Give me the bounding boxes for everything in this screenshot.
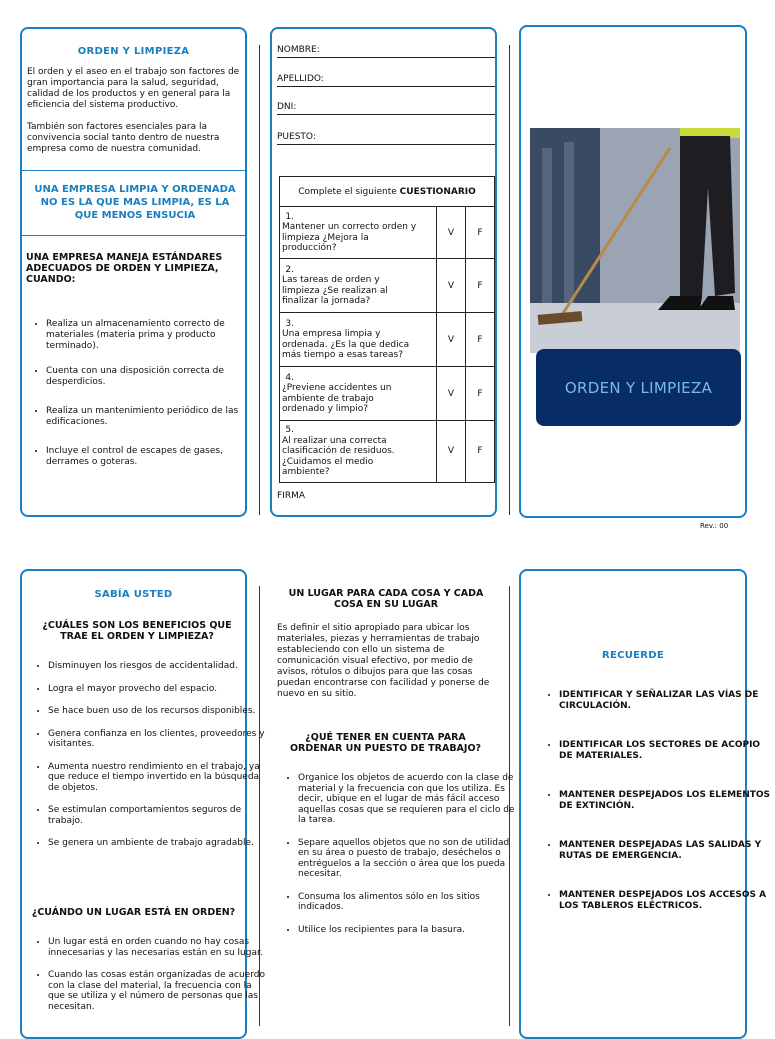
standards-list	[22, 319, 268, 482]
cover-title-box	[536, 349, 741, 426]
benefits-question: ¿CUÁLES SON LOS BENEFICIOS QUE TRAE EL ORDEN Y LIMPIEZA?	[42, 620, 232, 642]
place-title: UN LUGAR PARA CADA COSA Y CADA COSA EN SU LUGAR	[288, 588, 484, 610]
list-item: • MANTENER DESPEJADOS LOS ACCESOS A LOS TABLEROS ELÉCTRICOS.	[559, 890, 775, 911]
false-option[interactable]: F	[466, 313, 495, 367]
place-paragraph: Es definir el sitio apropiado para ubicar los materiales, piezas y herramientas de trabajo estableciendo con ello un sistema de comunicación visual efectivo, por medio de avisos, rótulos o dibujos para que las cosas puedan encontrarse con facilidad y ponerse de nuevo en su sitio.	[277, 623, 490, 699]
divider	[22, 170, 245, 171]
intro-paragraph: El orden y el aseo en el trabajo son factores de gran importancia para la salud, seguridad, calidad de los productos y en general para la eficiencia del sistema productivo.	[27, 67, 240, 110]
sweeping-worker-image	[530, 128, 740, 353]
revision-label: Rev.: 00	[700, 522, 729, 530]
did-you-know-title: SABÍA USTED	[94, 589, 173, 600]
dni-field[interactable]: DNI:	[277, 102, 495, 115]
list-item: • Aumenta nuestro rendimiento en el trabajo, ya que reduce el tiempo invertido en la búsqueda de objetos.	[48, 762, 270, 794]
false-option[interactable]: F	[466, 421, 495, 483]
benefits-list	[22, 661, 270, 861]
list-item: • Logra el mayor provecho del espacio.	[48, 684, 270, 695]
divider	[22, 235, 245, 236]
remember-title: RECUERDE	[601, 650, 665, 661]
list-item: • Realiza un almacenamiento correcto de materiales (materia prima y producto terminado).	[46, 319, 268, 352]
cover-title: ORDEN Y LIMPIEZA	[564, 378, 713, 397]
false-option[interactable]: F	[466, 207, 495, 259]
order-list	[22, 937, 270, 1024]
false-option[interactable]: F	[466, 259, 495, 313]
panel-a-place	[270, 569, 515, 1039]
table-row: 2.Las tareas de orden y limpieza ¿Se realizan al finalizar la jornada? V F	[280, 259, 495, 313]
list-item: • Se estimulan comportamientos seguros de trabajo.	[48, 805, 270, 826]
list-item: • Consuma los alimentos sólo en los sitios indicados.	[298, 892, 520, 913]
true-option[interactable]: V	[437, 313, 466, 367]
questionnaire-table	[279, 176, 495, 483]
true-option[interactable]: V	[437, 421, 466, 483]
true-option[interactable]: V	[437, 207, 466, 259]
list-item: • Utilice los recipientes para la basura.	[298, 925, 520, 936]
list-item: • Realiza un mantenimiento periódico de las edificaciones.	[46, 406, 268, 428]
slogan: UNA EMPRESA LIMPIA Y ORDENADA NO ES LA QUE MAS LIMPIA, ES LA QUE MENOS ENSUCIA	[34, 184, 236, 221]
remember-list	[521, 690, 775, 940]
name-field[interactable]: NOMBRE:	[277, 45, 495, 58]
question-text: ¿Previene accidentes un ambiente de trabajo ordenado y limpio?	[282, 383, 392, 414]
list-item: • Se hace buen uso de los recursos disponibles.	[48, 706, 270, 717]
position-field[interactable]: PUESTO:	[277, 132, 495, 145]
order-question: ¿CUÁNDO UN LUGAR ESTÁ EN ORDEN?	[31, 907, 236, 918]
question-text: Al realizar una correcta clasificación de residuos. ¿Cuidamos el medio ambiente?	[282, 435, 395, 477]
surname-field[interactable]: APELLIDO:	[277, 74, 495, 87]
list-item: • Se genera un ambiente de trabajo agradable.	[48, 838, 270, 849]
signature-label: FIRMA	[277, 491, 306, 501]
list-item: • Organice los objetos de acuerdo con la clase de material y la frecuencia con que los utiliza. Es decir, ubique en el lugar de más fácil acceso aquellas cosas que se requieren para el ciclo de la tarea.	[298, 773, 520, 826]
intro-title: ORDEN Y LIMPIEZA	[77, 46, 190, 57]
table-row: 5.Al realizar una correcta clasificación de residuos. ¿Cuidamos el medio ambiente? V F	[280, 421, 495, 483]
workstation-list	[272, 773, 520, 947]
fold-line	[509, 45, 510, 515]
list-item: • Un lugar está en orden cuando no hay cosas innecesarias y las necesarias están en su lugar.	[48, 937, 270, 958]
table-row: 1.Mantener un correcto orden y limpieza ¿Mejora la producción? V F	[280, 207, 495, 259]
cover-photo	[530, 128, 740, 353]
panel-intro	[20, 27, 247, 517]
question-text: Una empresa limpia y ordenada. ¿Es la que dedica más tiempo a esas tareas?	[282, 329, 410, 360]
question-text: Mantener un correcto orden y limpieza ¿Mejora la producción?	[282, 222, 417, 253]
list-item: • IDENTIFICAR Y SEÑALIZAR LAS VÍAS DE CIRCULACIÓN.	[559, 690, 775, 711]
table-row: 3.Una empresa limpia y ordenada. ¿Es la que dedica más tiempo a esas tareas? V F	[280, 313, 495, 367]
true-option[interactable]: V	[437, 367, 466, 421]
question-text: Las tareas de orden y limpieza ¿Se realizan al finalizar la jornada?	[282, 275, 388, 306]
table-row: 4.¿Previene accidentes un ambiente de trabajo ordenado y limpio? V F	[280, 367, 495, 421]
list-item: • Incluye el control de escapes de gases, derrames o goteras.	[46, 446, 268, 468]
workstation-question: ¿QUÉ TENER EN CUENTA PARA ORDENAR UN PUESTO DE TRABAJO?	[289, 732, 482, 754]
questionnaire-header: Complete el siguiente CUESTIONARIO	[280, 177, 495, 207]
true-option[interactable]: V	[437, 259, 466, 313]
list-item: • MANTENER DESPEJADAS LAS SALIDAS Y RUTAS DE EMERGENCIA.	[559, 840, 775, 861]
list-item: • Genera confianza en los clientes, proveedores y visitantes.	[48, 729, 270, 750]
list-item: • Separe aquellos objetos que no son de utilidad en su área o puesto de trabajo, deséchelos o entréguelos a la sección o área que los pueda necesitar.	[298, 838, 520, 880]
panel-questionnaire	[270, 27, 497, 517]
list-item: • IDENTIFICAR LOS SECTORES DE ACOPIO DE MATERIALES.	[559, 740, 775, 761]
standards-heading: UNA EMPRESA MANEJA ESTÁNDARES ADECUADOS DE ORDEN Y LIMPIEZA, CUANDO:	[26, 252, 223, 285]
list-item: • Cuenta con una disposición correcta de desperdicios.	[46, 366, 268, 388]
false-option[interactable]: F	[466, 367, 495, 421]
panel-remember	[519, 569, 770, 1039]
panel-did-you-know	[20, 569, 265, 1039]
list-item: • MANTENER DESPEJADOS LOS ELEMENTOS DE EXTINCIÓN.	[559, 790, 775, 811]
list-item: • Cuando las cosas están organizadas de acuerdo con la clase del material, la frecuencia con la que se utiliza y el número de personas que las necesitan.	[48, 970, 270, 1012]
list-item: • Disminuyen los riesgos de accidentalidad.	[48, 661, 270, 672]
panel-cover	[519, 25, 747, 518]
intro-paragraph: También son factores esenciales para la convivencia social tanto dentro de nuestra empresa como de nuestra comunidad.	[27, 122, 220, 154]
